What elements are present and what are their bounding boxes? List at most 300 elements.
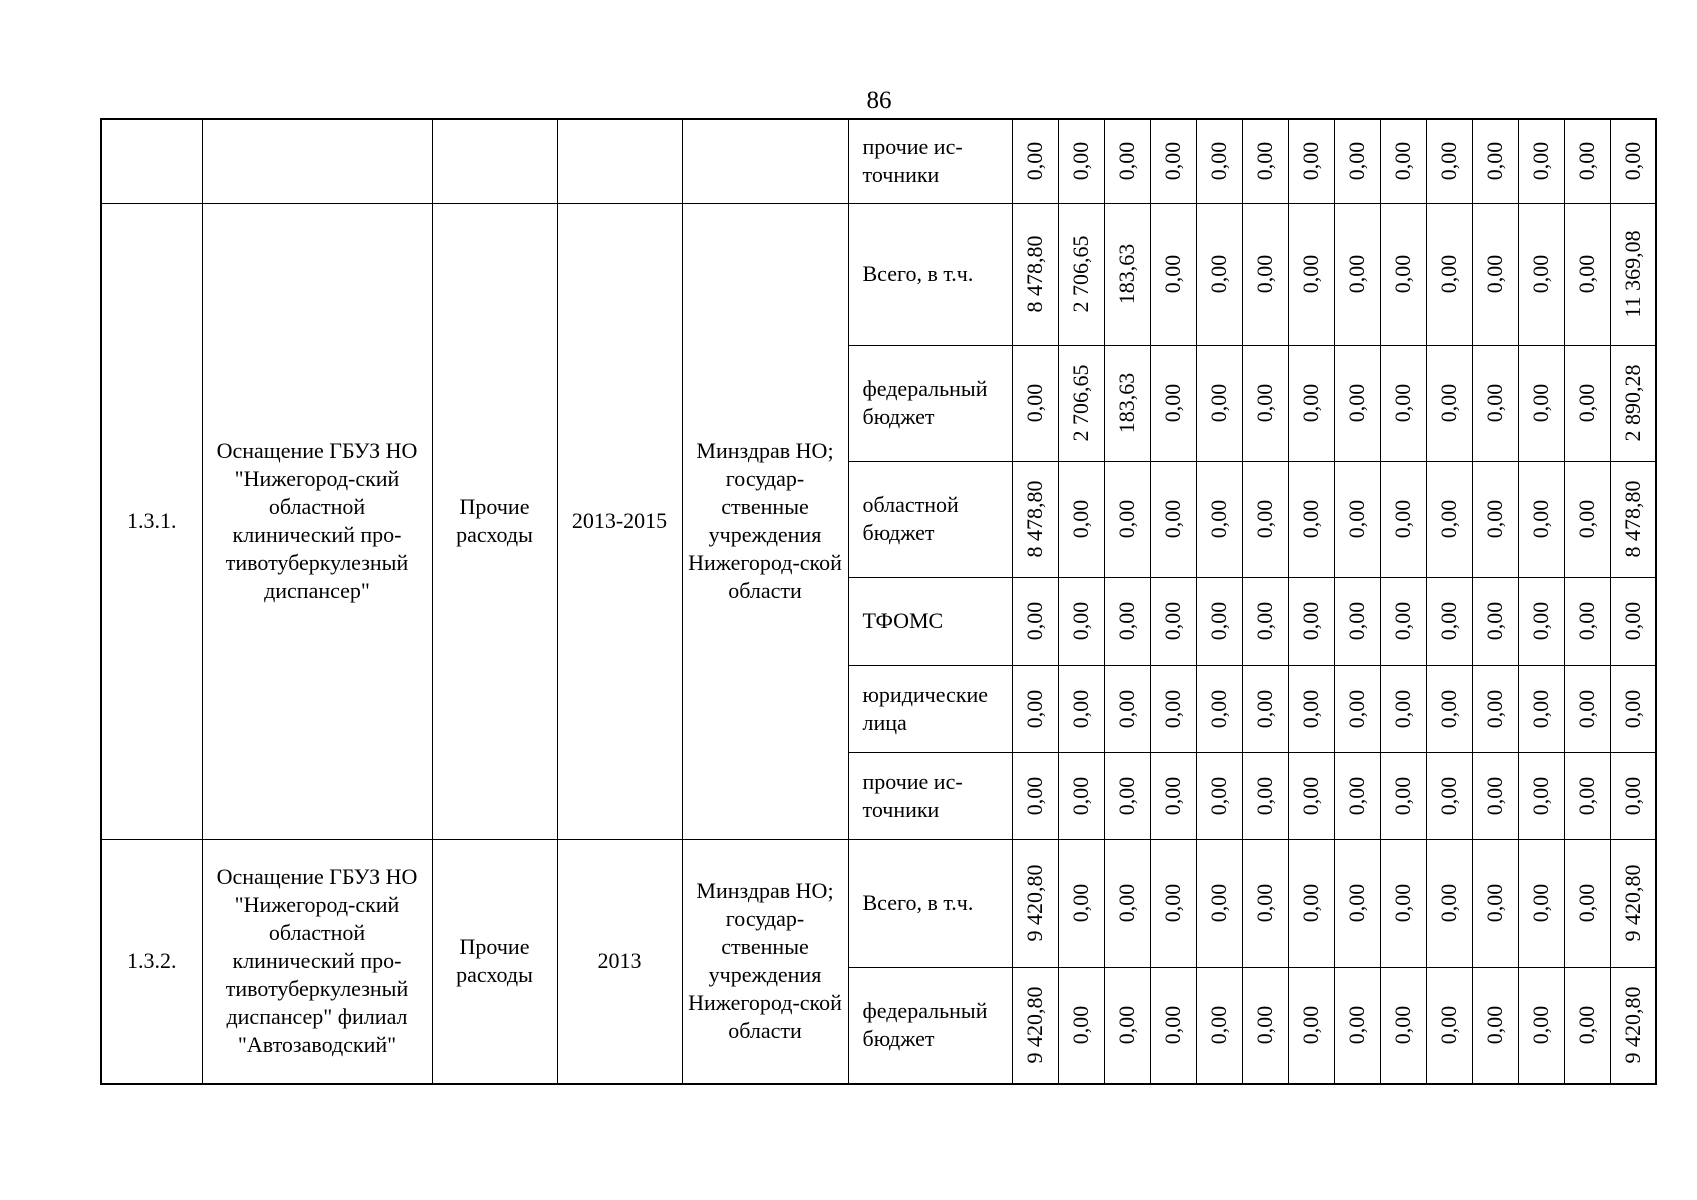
amount-value: 0,00 — [1252, 254, 1277, 294]
amount-value: 0,00 — [1482, 499, 1507, 539]
measure-name-text: Оснащение ГБУЗ НО "Нижегород-ский областной клинический про-тивотуберкулезный диспансер" филиал "Автозаводский" — [216, 864, 418, 1058]
amount-cell — [1380, 345, 1426, 461]
amount-cell — [1334, 345, 1380, 461]
period — [557, 203, 682, 839]
amount-cell — [1058, 967, 1104, 1084]
amount-value: 0,00 — [1022, 142, 1047, 181]
amount-value: 0,00 — [1482, 601, 1507, 641]
amount-value: 0,00 — [1390, 601, 1415, 641]
amount-cell — [1472, 577, 1518, 665]
amount-value: 0,00 — [1344, 254, 1369, 294]
empty-cell — [557, 119, 682, 203]
amount-value: 0,00 — [1528, 142, 1553, 181]
amount-value: 0,00 — [1482, 383, 1507, 423]
amount-cell — [1058, 119, 1104, 203]
amount-cell — [1058, 461, 1104, 577]
amount-value: 0,00 — [1160, 776, 1185, 815]
amount-value: 0,00 — [1206, 1006, 1231, 1045]
amount-cell — [1058, 665, 1104, 752]
amount-cell — [1104, 461, 1150, 577]
amount-cell — [1058, 752, 1104, 839]
amount-value: 183,63 — [1114, 243, 1139, 305]
amount-value: 0,00 — [1160, 883, 1185, 923]
amount-cell — [1150, 752, 1196, 839]
amount-cell — [1150, 203, 1196, 345]
amount-value: 0,00 — [1390, 142, 1415, 181]
amount-value: 0,00 — [1114, 601, 1139, 641]
amount-value: 0,00 — [1528, 1006, 1553, 1045]
amount-cell — [1472, 461, 1518, 577]
amount-value: 0,00 — [1298, 1006, 1323, 1045]
amount-cell — [1380, 577, 1426, 665]
empty-cell — [432, 119, 557, 203]
amount-cell — [1288, 967, 1334, 1084]
source-label-text: областной бюджет — [862, 492, 959, 545]
amount-value: 0,00 — [1344, 499, 1369, 539]
amount-cell — [1472, 967, 1518, 1084]
amount-cell — [1288, 461, 1334, 577]
amount-value: 0,00 — [1619, 776, 1645, 815]
source-label-text: прочие ис-точники — [862, 768, 963, 822]
amount-cell — [1334, 577, 1380, 665]
source-label — [848, 203, 1012, 345]
amount-value: 0,00 — [1390, 1006, 1415, 1045]
amount-value: 0,00 — [1528, 499, 1553, 539]
amount-value: 0,00 — [1298, 142, 1323, 181]
source-label — [848, 461, 1012, 577]
source-label-text: ТФОМС — [862, 608, 944, 633]
amount-value: 0,00 — [1022, 383, 1047, 423]
amount-cell — [1334, 752, 1380, 839]
amount-cell — [1610, 839, 1656, 967]
amount-value: 0,00 — [1114, 883, 1139, 923]
source-label — [848, 967, 1012, 1084]
source-label-text: федеральный бюджет — [862, 376, 988, 429]
amount-cell — [1288, 203, 1334, 345]
amount-value: 0,00 — [1619, 601, 1645, 641]
amount-value: 0,00 — [1344, 1006, 1369, 1045]
amount-cell — [1242, 752, 1288, 839]
amount-value: 0,00 — [1344, 142, 1369, 181]
table-row — [101, 203, 1656, 345]
amount-cell — [1012, 461, 1058, 577]
amount-value: 0,00 — [1252, 1006, 1277, 1045]
amount-cell — [1196, 119, 1242, 203]
amount-cell — [1472, 345, 1518, 461]
amount-value: 0,00 — [1206, 254, 1231, 294]
executor-text: Минздрав НО; государ-ственные учреждения Нижегород-ской области — [688, 438, 842, 603]
amount-value: 0,00 — [1206, 499, 1231, 539]
amount-cell — [1012, 665, 1058, 752]
amount-value: 0,00 — [1528, 776, 1553, 815]
amount-value: 8 478,80 — [1619, 480, 1645, 558]
amount-value: 2 706,65 — [1068, 235, 1093, 313]
amount-value: 0,00 — [1298, 776, 1323, 815]
amount-value: 0,00 — [1482, 254, 1507, 294]
amount-cell — [1012, 839, 1058, 967]
amount-cell — [1334, 119, 1380, 203]
amount-cell — [1518, 839, 1564, 967]
source-label-text: федеральный бюджет — [862, 998, 988, 1052]
amount-value: 0,00 — [1068, 689, 1093, 728]
amount-value: 0,00 — [1298, 499, 1323, 539]
empty-cell — [682, 119, 848, 203]
amount-cell — [1288, 119, 1334, 203]
amount-cell — [1564, 345, 1610, 461]
amount-cell — [1012, 345, 1058, 461]
amount-value: 0,00 — [1528, 383, 1553, 423]
amount-value: 0,00 — [1114, 689, 1139, 728]
amount-cell — [1242, 967, 1288, 1084]
continuation-row — [101, 119, 1656, 203]
amount-value: 0,00 — [1114, 1006, 1139, 1045]
amount-cell — [1196, 839, 1242, 967]
measure-number-text: 1.3.1. — [127, 508, 177, 533]
amount-value: 0,00 — [1528, 883, 1553, 923]
amount-cell — [1242, 119, 1288, 203]
amount-cell — [1564, 752, 1610, 839]
amount-value: 0,00 — [1436, 499, 1461, 539]
amount-value: 0,00 — [1574, 142, 1599, 181]
amount-cell — [1242, 839, 1288, 967]
amount-cell — [1242, 665, 1288, 752]
amount-cell — [1518, 967, 1564, 1084]
amount-value: 0,00 — [1252, 601, 1277, 641]
amount-value: 2 890,28 — [1619, 364, 1645, 442]
amount-cell — [1012, 203, 1058, 345]
period-text: 2013-2015 — [571, 508, 668, 533]
amount-value: 0,00 — [1482, 142, 1507, 181]
amount-value: 2 706,65 — [1068, 364, 1093, 442]
expense-type — [432, 839, 557, 1084]
amount-cell — [1150, 665, 1196, 752]
amount-value: 0,00 — [1344, 601, 1369, 641]
amount-value: 0,00 — [1574, 254, 1599, 294]
amount-value: 0,00 — [1436, 883, 1461, 923]
amount-cell — [1380, 967, 1426, 1084]
amount-cell — [1058, 203, 1104, 345]
amount-cell — [1426, 345, 1472, 461]
measure-name — [202, 203, 432, 839]
amount-cell — [1150, 839, 1196, 967]
source-label — [848, 665, 1012, 752]
amount-cell — [1104, 203, 1150, 345]
amount-cell — [1518, 119, 1564, 203]
amount-cell — [1564, 665, 1610, 752]
empty-cell — [202, 119, 432, 203]
amount-cell — [1518, 752, 1564, 839]
amount-cell — [1380, 665, 1426, 752]
amount-cell — [1150, 345, 1196, 461]
amount-cell — [1196, 665, 1242, 752]
amount-cell — [1058, 345, 1104, 461]
amount-cell — [1610, 577, 1656, 665]
amount-value: 0,00 — [1436, 254, 1461, 294]
amount-cell — [1380, 119, 1426, 203]
amount-value: 0,00 — [1206, 776, 1231, 815]
amount-cell — [1288, 752, 1334, 839]
amount-value: 0,00 — [1298, 254, 1323, 294]
amount-value: 0,00 — [1206, 142, 1231, 181]
amount-cell — [1426, 839, 1472, 967]
executor-text: Минздрав НО; государ-ственные учреждения Нижегород-ской области — [688, 878, 842, 1044]
amount-value: 0,00 — [1574, 883, 1599, 923]
measure-name — [202, 839, 432, 1084]
amount-cell — [1288, 665, 1334, 752]
amount-cell — [1518, 577, 1564, 665]
amount-cell — [1196, 345, 1242, 461]
amount-cell — [1426, 752, 1472, 839]
amount-value: 0,00 — [1068, 776, 1093, 815]
amount-cell — [1610, 345, 1656, 461]
amount-cell — [1472, 203, 1518, 345]
amount-value: 0,00 — [1436, 1006, 1461, 1045]
amount-value: 0,00 — [1252, 142, 1277, 181]
amount-cell — [1610, 752, 1656, 839]
amount-cell — [1472, 752, 1518, 839]
expense-type — [432, 203, 557, 839]
expense-type-text: Прочие расходы — [456, 934, 533, 988]
amount-value: 9 420,80 — [1022, 864, 1047, 942]
amount-value: 0,00 — [1298, 883, 1323, 923]
amount-value: 0,00 — [1068, 883, 1093, 923]
amount-cell — [1104, 577, 1150, 665]
table-row — [101, 839, 1656, 967]
amount-cell — [1564, 119, 1610, 203]
period — [557, 839, 682, 1084]
amount-cell — [1564, 461, 1610, 577]
amount-cell — [1610, 967, 1656, 1084]
amount-value: 0,00 — [1482, 776, 1507, 815]
empty-cell — [101, 119, 202, 203]
amount-cell — [1196, 203, 1242, 345]
amount-cell — [1564, 577, 1610, 665]
amount-cell — [1334, 839, 1380, 967]
amount-value: 0,00 — [1574, 499, 1599, 539]
amount-value: 0,00 — [1252, 499, 1277, 539]
amount-value: 0,00 — [1068, 142, 1093, 181]
amount-value: 0,00 — [1160, 383, 1185, 423]
amount-value: 9 420,80 — [1022, 986, 1047, 1064]
amount-cell — [1426, 967, 1472, 1084]
amount-cell — [1610, 203, 1656, 345]
amount-value: 0,00 — [1619, 142, 1645, 181]
amount-cell — [1012, 967, 1058, 1084]
amount-cell — [1104, 752, 1150, 839]
amount-cell — [1196, 461, 1242, 577]
amount-value: 0,00 — [1574, 1006, 1599, 1045]
amount-cell — [1380, 203, 1426, 345]
amount-value: 11 369,08 — [1619, 230, 1645, 318]
amount-value: 0,00 — [1390, 254, 1415, 294]
amount-value: 9 420,80 — [1619, 864, 1645, 942]
amount-cell — [1150, 577, 1196, 665]
amount-cell — [1012, 577, 1058, 665]
amount-value: 0,00 — [1482, 1006, 1507, 1045]
amount-cell — [1104, 967, 1150, 1084]
amount-cell — [1380, 839, 1426, 967]
amount-value: 0,00 — [1206, 689, 1231, 728]
amount-cell — [1564, 203, 1610, 345]
amount-cell — [1380, 752, 1426, 839]
amount-value: 0,00 — [1619, 689, 1645, 728]
amount-cell — [1104, 839, 1150, 967]
amount-cell — [1518, 665, 1564, 752]
amount-cell — [1150, 461, 1196, 577]
amount-value: 0,00 — [1528, 689, 1553, 728]
period-text: 2013 — [597, 948, 642, 974]
amount-cell — [1242, 461, 1288, 577]
amount-value: 0,00 — [1482, 689, 1507, 728]
amount-value: 183,63 — [1114, 372, 1139, 434]
measure-number-text: 1.3.2. — [127, 948, 177, 974]
amount-value: 0,00 — [1528, 254, 1553, 294]
amount-value: 0,00 — [1436, 383, 1461, 423]
amount-value: 0,00 — [1436, 689, 1461, 728]
amount-value: 0,00 — [1206, 601, 1231, 641]
amount-value: 0,00 — [1206, 883, 1231, 923]
amount-value: 0,00 — [1436, 776, 1461, 815]
amount-cell — [1150, 119, 1196, 203]
amount-cell — [1334, 203, 1380, 345]
amount-value: 0,00 — [1298, 601, 1323, 641]
amount-cell — [1610, 665, 1656, 752]
measure-number — [101, 839, 202, 1084]
amount-value: 0,00 — [1114, 499, 1139, 539]
executor — [682, 839, 848, 1084]
source-label-text: Всего, в т.ч. — [862, 261, 974, 286]
source-label-text: прочие ис-точники — [862, 134, 963, 188]
amount-value: 0,00 — [1574, 383, 1599, 423]
amount-value: 9 420,80 — [1619, 986, 1645, 1064]
amount-cell — [1610, 461, 1656, 577]
amount-value: 0,00 — [1206, 383, 1231, 423]
amount-cell — [1426, 665, 1472, 752]
amount-cell — [1288, 345, 1334, 461]
amount-cell — [1426, 119, 1472, 203]
source-label-text: юридические лица — [862, 681, 989, 735]
source-label — [848, 839, 1012, 967]
amount-value: 0,00 — [1574, 689, 1599, 728]
amount-value: 0,00 — [1160, 142, 1185, 181]
amount-cell — [1426, 203, 1472, 345]
amount-value: 0,00 — [1160, 254, 1185, 294]
amount-value: 0,00 — [1068, 1006, 1093, 1045]
amount-cell — [1196, 967, 1242, 1084]
amount-value: 0,00 — [1390, 776, 1415, 815]
amount-value: 0,00 — [1574, 601, 1599, 641]
amount-cell — [1104, 119, 1150, 203]
amount-value: 0,00 — [1068, 499, 1093, 539]
amount-cell — [1288, 577, 1334, 665]
amount-value: 0,00 — [1344, 383, 1369, 423]
amount-value: 0,00 — [1298, 383, 1323, 423]
amount-cell — [1610, 119, 1656, 203]
amount-value: 0,00 — [1344, 689, 1369, 728]
amount-cell — [1518, 345, 1564, 461]
executor — [682, 203, 848, 839]
amount-value: 0,00 — [1160, 601, 1185, 641]
measure-number — [101, 203, 202, 839]
amount-value: 0,00 — [1160, 689, 1185, 728]
amount-value: 0,00 — [1436, 142, 1461, 181]
amount-cell — [1334, 967, 1380, 1084]
amount-value: 0,00 — [1390, 383, 1415, 423]
amount-value: 0,00 — [1528, 601, 1553, 641]
amount-value: 0,00 — [1574, 776, 1599, 815]
amount-value: 0,00 — [1390, 883, 1415, 923]
amount-value: 0,00 — [1344, 776, 1369, 815]
amount-cell — [1334, 665, 1380, 752]
amount-cell — [1104, 345, 1150, 461]
financing-table — [100, 118, 1657, 1085]
amount-value: 0,00 — [1390, 499, 1415, 539]
amount-value: 0,00 — [1114, 776, 1139, 815]
amount-value: 0,00 — [1022, 601, 1047, 641]
amount-cell — [1104, 665, 1150, 752]
amount-cell — [1472, 665, 1518, 752]
amount-cell — [1472, 119, 1518, 203]
expense-type-text: Прочие расходы — [456, 494, 533, 547]
measure-name-text: Оснащение ГБУЗ НО "Нижегород-ский областной клинический про-тивотуберкулезный диспансер" — [216, 438, 418, 603]
amount-cell — [1426, 577, 1472, 665]
amount-value: 0,00 — [1160, 1006, 1185, 1045]
amount-value: 8 478,80 — [1022, 235, 1047, 313]
amount-value: 0,00 — [1390, 689, 1415, 728]
amount-cell — [1242, 203, 1288, 345]
amount-cell — [1564, 839, 1610, 967]
source-label — [848, 752, 1012, 839]
page-number: 86 — [866, 87, 892, 114]
amount-value: 0,00 — [1436, 601, 1461, 641]
amount-value: 0,00 — [1022, 689, 1047, 728]
amount-value: 0,00 — [1482, 883, 1507, 923]
amount-value: 8 478,80 — [1022, 480, 1047, 558]
amount-value: 0,00 — [1160, 499, 1185, 539]
amount-cell — [1150, 967, 1196, 1084]
amount-cell — [1334, 461, 1380, 577]
amount-value: 0,00 — [1068, 601, 1093, 641]
amount-value: 0,00 — [1252, 689, 1277, 728]
amount-cell — [1012, 752, 1058, 839]
amount-cell — [1242, 577, 1288, 665]
amount-value: 0,00 — [1344, 883, 1369, 923]
amount-cell — [1518, 461, 1564, 577]
amount-cell — [1242, 345, 1288, 461]
amount-cell — [1196, 752, 1242, 839]
amount-value: 0,00 — [1298, 689, 1323, 728]
amount-cell — [1426, 461, 1472, 577]
source-label — [848, 119, 1012, 203]
amount-cell — [1058, 839, 1104, 967]
amount-cell — [1518, 203, 1564, 345]
amount-cell — [1058, 577, 1104, 665]
source-label — [848, 345, 1012, 461]
amount-value: 0,00 — [1022, 776, 1047, 815]
amount-cell — [1012, 119, 1058, 203]
amount-value: 0,00 — [1252, 383, 1277, 423]
amount-cell — [1564, 967, 1610, 1084]
amount-value: 0,00 — [1252, 883, 1277, 923]
amount-cell — [1472, 839, 1518, 967]
amount-cell — [1380, 461, 1426, 577]
source-label — [848, 577, 1012, 665]
amount-value: 0,00 — [1114, 142, 1139, 181]
source-label-text: Всего, в т.ч. — [862, 890, 974, 915]
amount-cell — [1288, 839, 1334, 967]
amount-cell — [1196, 577, 1242, 665]
amount-value: 0,00 — [1252, 776, 1277, 815]
